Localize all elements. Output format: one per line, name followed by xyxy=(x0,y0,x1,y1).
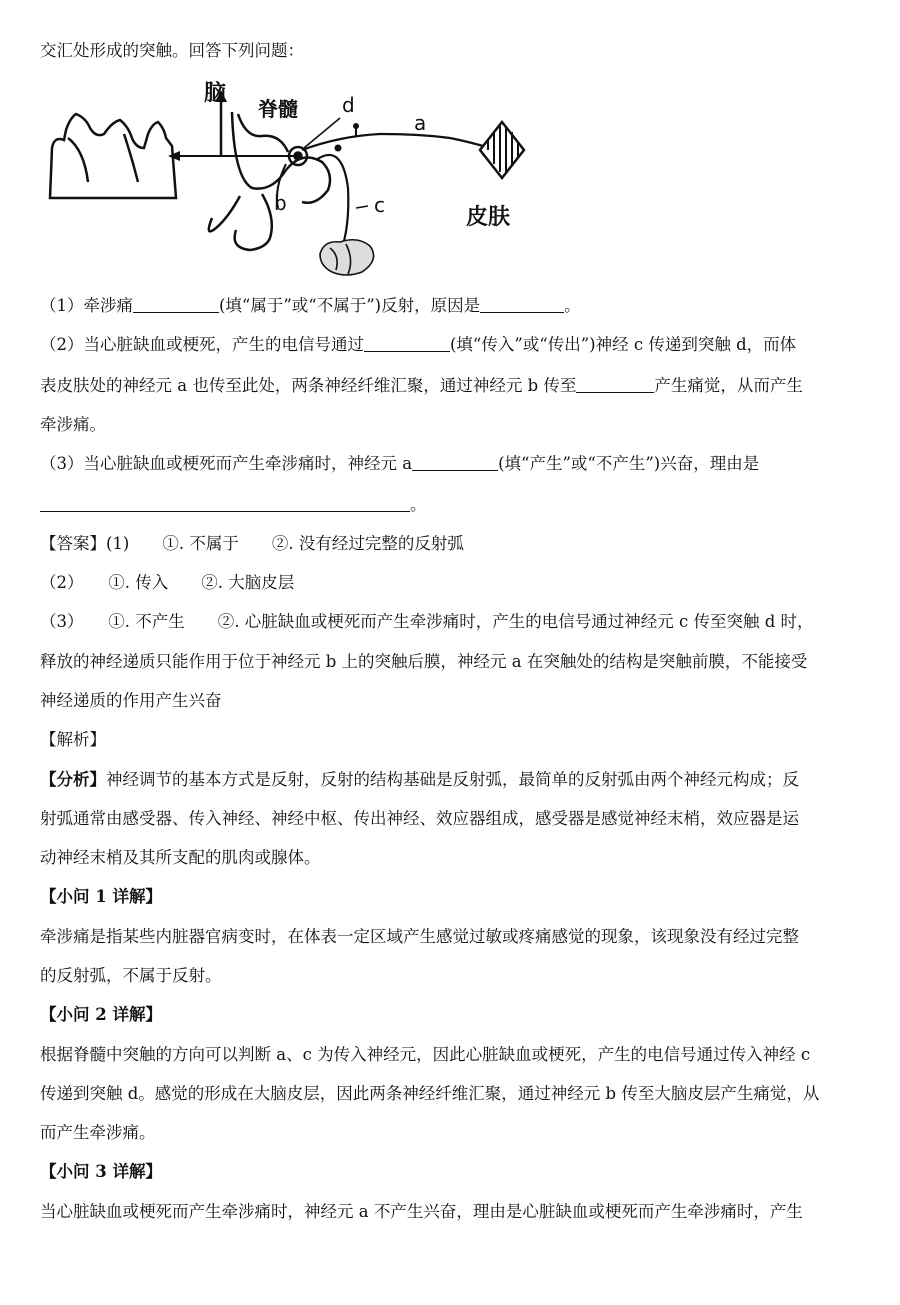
fenxi-line-3: 动神经末梢及其所支配的肌肉或腺体。 xyxy=(40,848,321,867)
skin-receptor-drawing xyxy=(480,122,524,178)
intro-text: 交汇处形成的突触。回答下列问题： xyxy=(40,41,304,60)
question-3-line-1: （3）当心脏缺血或梗死而产生牵涉痛时，神经元 a (填“产生”或“不产生”)兴奋，理由是 xyxy=(40,454,760,473)
sub2-line-2: 传递到突触 d。感觉的形成在大脑皮层，因此两条神经纤维汇聚，通过神经元 b 传至大脑皮层产生痛觉，从 xyxy=(40,1084,820,1103)
label-skin: 皮肤 xyxy=(466,205,511,230)
answer-line-5: 神经递质的作用产生兴奋 xyxy=(40,691,222,710)
label-b: b xyxy=(274,191,287,215)
reflex-arc-figure xyxy=(40,78,540,278)
blank-q2b xyxy=(576,376,654,393)
blank-q1b xyxy=(480,296,564,313)
analysis-header: 【解析】 xyxy=(40,730,106,749)
question-2-line-1: （2）当心脏缺血或梗死，产生的电信号通过 (填“传入”或“传出”)神经 c 传递到突触 d，而体 xyxy=(40,335,797,354)
sub1-header: 【小问 1 详解】 xyxy=(40,887,162,906)
label-d: d xyxy=(342,93,355,117)
blank-q3b xyxy=(40,495,410,512)
question-3-line-2: 。 xyxy=(40,494,427,516)
spinal-cord-drawing xyxy=(209,112,330,250)
sub1-line-2: 的反射弧，不属于反射。 xyxy=(40,966,222,985)
blank-q1a xyxy=(133,296,219,313)
question-2-line-2: 表皮肤处的神经元 a 也传至此处，两条神经纤维汇聚，通过神经元 b 传至 产生痛觉，从而产生 xyxy=(40,376,803,395)
answer-line-1: 【答案】(1) ①. 不属于 ②. 没有经过完整的反射弧 xyxy=(40,534,464,553)
question-1: （1）牵涉痛 (填“属于”或“不属于”)反射，原因是 。 xyxy=(40,296,581,315)
effector-muscle-drawing xyxy=(50,114,176,198)
label-spinal-cord: 脊髓 xyxy=(258,97,298,121)
sub3-header: 【小问 3 详解】 xyxy=(40,1162,162,1181)
answer-line-2: （2） ①. 传入 ②. 大脑皮层 xyxy=(40,573,295,592)
question-2-line-3: 牵涉痛。 xyxy=(40,415,106,434)
sub2-header: 【小问 2 详解】 xyxy=(40,1005,162,1024)
fenxi-line-2: 射弧通常由感受器、传入神经、神经中枢、传出神经、效应器组成，感受器是感觉神经末梢，效应器是运 xyxy=(40,809,799,828)
heart-drawing xyxy=(320,240,374,275)
blank-q2a xyxy=(364,335,450,352)
sub2-line-3: 而产生牵涉痛。 xyxy=(40,1123,156,1142)
label-brain: 脑 xyxy=(204,81,227,106)
label-c: c xyxy=(374,193,385,217)
answer-line-4: 释放的神经递质只能作用于位于神经元 b 上的突触后膜，神经元 a 在突触处的结构是突触前膜，不能接受 xyxy=(40,652,808,671)
label-a: a xyxy=(414,111,427,135)
blank-q3a xyxy=(412,454,498,471)
answer-line-3: （3） ①. 不产生 ②. 心脏缺血或梗死而产生牵涉痛时，产生的电信号通过神经元 c 传至突触 d 时， xyxy=(40,612,814,631)
sub2-line-1: 根据脊髓中突触的方向可以判断 a、c 为传入神经元，因此心脏缺血或梗死，产生的电信号通过传入神经 c xyxy=(40,1045,811,1064)
sub3-line-1: 当心脏缺血或梗死而产生牵涉痛时，神经元 a 不产生兴奋，理由是心脏缺血或梗死而产生牵涉痛时，产生 xyxy=(40,1202,803,1221)
sub1-line-1: 牵涉痛是指某些内脏器官病变时，在体表一定区域产生感觉过敏或疼痛感觉的现象，该现象没有经过完整 xyxy=(40,927,799,946)
fenxi-line-1: 【分析】神经调节的基本方式是反射，反射的结构基础是反射弧，最简单的反射弧由两个神经元构成；反 xyxy=(40,770,799,789)
